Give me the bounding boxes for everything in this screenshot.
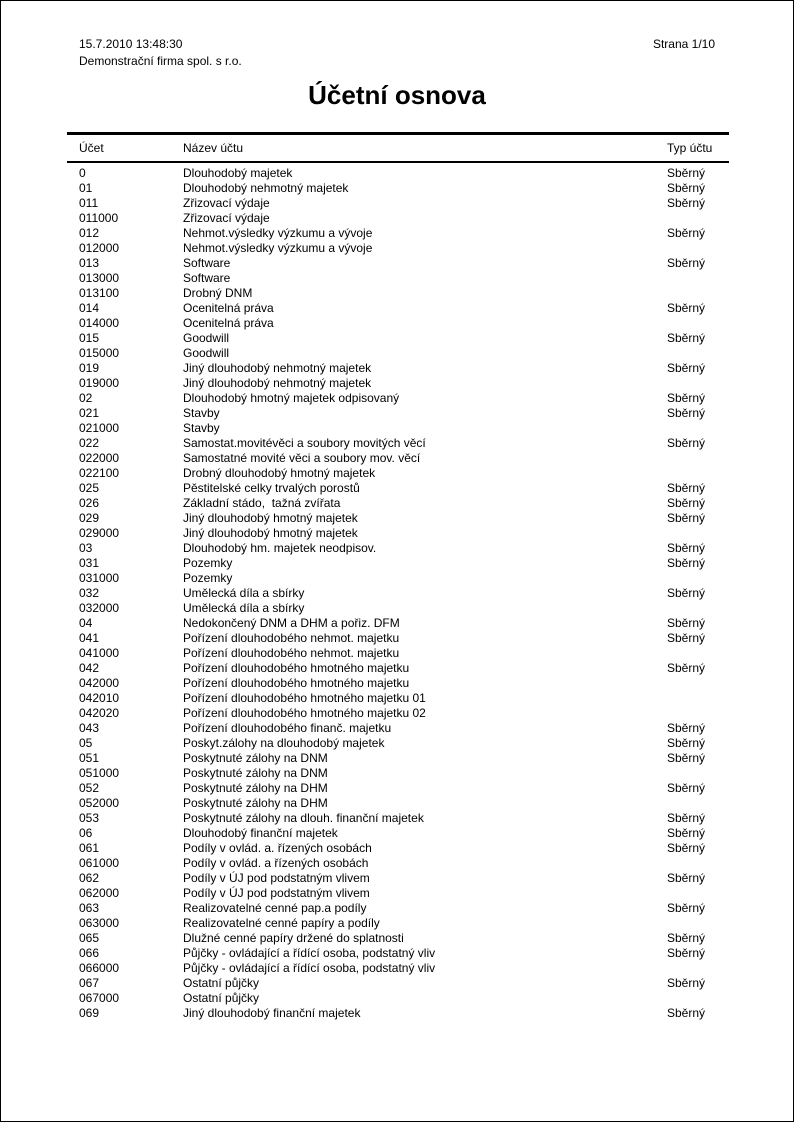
cell-type: Sběrný [667,871,706,885]
table-row [67,691,729,706]
table-row [67,586,729,601]
cell-type: Sběrný [667,511,706,525]
cell-name: Jiný dlouhodobý nehmotný majetek [183,361,372,375]
cell-account: 014 [79,301,100,315]
cell-name: Podíly v ovlád. a řízených osobách [183,856,369,870]
table-row [67,751,729,766]
cell-type [667,271,729,286]
table-row [67,631,729,646]
cell-account: 025 [79,481,100,495]
cell-type [667,856,729,871]
cell-type: Sběrný [667,301,706,315]
accounts-table [67,132,729,1021]
cell-name: Pořízení dlouhodobého hmotného majetku [183,661,410,675]
cell-account: 042000 [79,676,120,690]
cell-account: 063 [79,901,100,915]
table-row [67,1006,729,1021]
table-row [67,376,729,391]
cell-account: 012000 [79,241,120,255]
cell-name: Ocenitelná práva [183,301,274,315]
table-row [67,346,729,361]
table-row [67,826,729,841]
cell-account: 022 [79,436,100,450]
cell-account: 021000 [79,421,120,435]
table-row [67,481,729,496]
cell-name: Poskytnuté zálohy na DNM [183,751,328,765]
table-row [67,946,729,961]
cell-name: Poskytnuté zálohy na DHM [183,781,328,795]
table-row [67,871,729,886]
cell-name: Poskyt.zálohy na dlouhodobý majetek [183,736,385,750]
cell-name: Podíly v ÚJ pod podstatným vlivem [183,886,370,900]
table-row [67,736,729,751]
cell-account: 019000 [79,376,120,390]
cell-account: 043 [79,721,100,735]
table-row [67,511,729,526]
cell-name: Pěstitelské celky trvalých porostů [183,481,360,495]
cell-type [667,466,729,481]
cell-type: Sběrný [667,556,706,570]
cell-account: 061000 [79,856,120,870]
cell-type: Sběrný [667,721,706,735]
table-row [67,421,729,436]
cell-type: Sběrný [667,166,706,180]
cell-name: Pozemky [183,571,233,585]
cell-type [667,796,729,811]
table-row [67,616,729,631]
cell-name: Pořízení dlouhodobého finanč. majetku [183,721,392,735]
cell-name: Dlužné cenné papíry držené do splatnosti [183,931,404,945]
table-row [67,541,729,556]
table-row [67,571,729,586]
cell-type: Sběrný [667,616,706,630]
cell-type: Sběrný [667,946,706,960]
cell-account: 067000 [79,991,120,1005]
cell-name: Dlouhodobý majetek [183,166,293,180]
cell-name: Jiný dlouhodobý nehmotný majetek [183,376,372,390]
cell-name: Nedokončený DNM a DHM a pořiz. DFM [183,616,400,630]
cell-name: Software [183,271,231,285]
cell-type: Sběrný [667,736,706,750]
cell-type: Sběrný [667,181,706,195]
table-row [67,646,729,661]
cell-name: Pořízení dlouhodobého hmotného majetku 01 [183,691,426,705]
cell-type [667,376,729,391]
table-row [67,766,729,781]
cell-name: Stavby [183,406,220,420]
table-row [67,661,729,676]
cell-type [667,601,729,616]
table-row [67,406,729,421]
table-row [67,226,729,241]
cell-type: Sběrný [667,436,706,450]
cell-type: Sběrný [667,331,706,345]
cell-account: 026 [79,496,100,510]
cell-name: Drobný DNM [183,286,253,300]
cell-type [667,691,729,706]
table-row [67,781,729,796]
cell-account: 013 [79,256,100,270]
cell-account: 021 [79,406,100,420]
cell-type: Sběrný [667,781,706,795]
cell-account: 015 [79,331,100,345]
cell-name: Poskytnuté zálohy na DHM [183,796,328,810]
cell-account: 013000 [79,271,120,285]
cell-type: Sběrný [667,196,706,210]
cell-account: 066 [79,946,100,960]
cell-type: Sběrný [667,256,706,270]
cell-type: Sběrný [667,631,706,645]
column-header-name: Název účtu [183,141,244,155]
cell-account: 051 [79,751,100,765]
cell-type [667,316,729,331]
cell-account: 014000 [79,316,120,330]
cell-name: Pozemky [183,556,233,570]
cell-name: Dlouhodobý nehmotný majetek [183,181,349,195]
table-row [67,991,729,1006]
table-row [67,256,729,271]
cell-type: Sběrný [667,751,706,765]
table-row [67,901,729,916]
cell-account: 02 [79,391,93,405]
cell-type: Sběrný [667,586,706,600]
table-row [67,721,729,736]
cell-account: 06 [79,826,93,840]
table-row [67,886,729,901]
column-header-type: Typ účtu [667,141,713,155]
cell-account: 051000 [79,766,120,780]
cell-name: Pořízení dlouhodobého hmotného majetku [183,676,410,690]
cell-account: 015000 [79,346,120,360]
table-header-row [67,135,729,163]
cell-account: 062 [79,871,100,885]
cell-type: Sběrný [667,361,706,375]
table-row [67,361,729,376]
cell-account: 022100 [79,466,120,480]
cell-account: 01 [79,181,93,195]
cell-account: 032 [79,586,100,600]
cell-type [667,676,729,691]
table-row [67,916,729,931]
table-row [67,976,729,991]
cell-account: 032000 [79,601,120,615]
table-row [67,556,729,571]
cell-name: Základní stádo, tažná zvířata [183,496,341,510]
cell-type [667,571,729,586]
cell-type [667,961,729,976]
cell-name: Pořízení dlouhodobého nehmot. majetku [183,646,400,660]
cell-type: Sběrný [667,1006,706,1020]
cell-account: 041 [79,631,100,645]
cell-type: Sběrný [667,541,706,555]
table-row [67,526,729,541]
cell-account: 019 [79,361,100,375]
table-row [67,841,729,856]
table-row [67,286,729,301]
table-row [67,166,729,181]
cell-account: 031 [79,556,100,570]
table-row [67,211,729,226]
cell-name: Stavby [183,421,220,435]
cell-account: 041000 [79,646,120,660]
cell-name: Podíly v ÚJ pod podstatným vlivem [183,871,370,885]
cell-account: 052 [79,781,100,795]
table-row [67,271,729,286]
cell-type [667,706,729,721]
cell-name: Jiný dlouhodobý hmotný majetek [183,526,358,540]
cell-type: Sběrný [667,406,706,420]
cell-name: Ostatní půjčky [183,976,260,990]
table-row [67,796,729,811]
cell-name: Jiný dlouhodobý hmotný majetek [183,511,358,525]
cell-type [667,286,729,301]
cell-name: Software [183,256,231,270]
table-row [67,391,729,406]
table-row [67,196,729,211]
cell-name: Podíly v ovlád. a. řízených osobách [183,841,372,855]
table-row [67,811,729,826]
cell-type [667,766,729,781]
table-row [67,241,729,256]
cell-name: Goodwill [183,331,230,345]
cell-type [667,421,729,436]
cell-name: Zřizovací výdaje [183,211,270,225]
cell-account: 061 [79,841,100,855]
table-row [67,856,729,871]
table-row [67,301,729,316]
cell-account: 042 [79,661,100,675]
cell-account: 04 [79,616,93,630]
cell-name: Ostatní půjčky [183,991,260,1005]
cell-name: Ocenitelná práva [183,316,274,330]
cell-name: Nehmot.výsledky výzkumu a vývoje [183,241,373,255]
table-row [67,706,729,721]
page-number: Strana 1/10 [652,37,715,51]
cell-name: Dlouhodobý finanční majetek [183,826,338,840]
table-row [67,496,729,511]
cell-type [667,646,729,661]
table-row [67,676,729,691]
cell-account: 029 [79,511,100,525]
table-row [67,451,729,466]
cell-name: Poskytnuté zálohy na DNM [183,766,328,780]
cell-account: 022000 [79,451,120,465]
table-row [67,331,729,346]
cell-account: 05 [79,736,93,750]
cell-account: 0 [79,166,86,180]
cell-name: Umělecká díla a sbírky [183,601,305,615]
cell-name: Dlouhodobý hm. majetek neodpisov. [183,541,377,555]
cell-type: Sběrný [667,976,706,990]
table-row [67,436,729,451]
table-row [67,316,729,331]
cell-name: Realizovatelné cenné pap.a podíly [183,901,367,915]
table-row [67,466,729,481]
cell-type [667,451,729,466]
cell-name: Jiný dlouhodobý finanční majetek [183,1006,361,1020]
cell-account: 066000 [79,961,120,975]
cell-account: 031000 [79,571,120,585]
cell-type [667,916,729,931]
cell-account: 012 [79,226,100,240]
cell-account: 065 [79,931,100,945]
cell-account: 011000 [79,211,119,225]
cell-name: Dlouhodobý hmotný majetek odpisovaný [183,391,400,405]
company-name: Demonstrační firma spol. s r.o. [79,54,242,68]
cell-type: Sběrný [667,931,706,945]
cell-type: Sběrný [667,496,706,510]
cell-type [667,211,729,226]
cell-name: Goodwill [183,346,230,360]
cell-type: Sběrný [667,826,706,840]
cell-account: 069 [79,1006,100,1020]
cell-type: Sběrný [667,901,706,915]
cell-account: 011 [79,196,99,210]
cell-account: 053 [79,811,100,825]
cell-account: 052000 [79,796,120,810]
cell-type: Sběrný [667,661,706,675]
cell-type [667,526,729,541]
table-row [67,601,729,616]
cell-name: Půjčky - ovládající a řídící osoba, podstatný vliv [183,946,436,960]
cell-account: 029000 [79,526,120,540]
cell-name: Samostatné movité věci a soubory mov. věcí [183,451,421,465]
cell-account: 042020 [79,706,120,720]
cell-account: 062000 [79,886,120,900]
cell-account: 03 [79,541,93,555]
column-header-account: Účet [79,141,104,155]
cell-type: Sběrný [667,226,706,240]
cell-account: 013100 [79,286,120,300]
cell-name: Drobný dlouhodobý hmotný majetek [183,466,376,480]
page-title: Účetní osnova [308,80,486,110]
cell-type [667,241,729,256]
cell-account: 067 [79,976,100,990]
cell-name: Poskytnuté zálohy na dlouh. finanční majetek [183,811,424,825]
cell-type [667,886,729,901]
cell-name: Pořízení dlouhodobého hmotného majetku 02 [183,706,426,720]
cell-name: Půjčky - ovládající a řídící osoba, podstatný vliv [183,961,436,975]
cell-name: Zřizovací výdaje [183,196,270,210]
cell-name: Realizovatelné cenné papíry a podíly [183,916,380,930]
cell-type: Sběrný [667,841,706,855]
cell-name: Samostat.movitévěci a soubory movitých věcí [183,436,426,450]
cell-type: Sběrný [667,391,706,405]
cell-type [667,346,729,361]
cell-account: 063000 [79,916,120,930]
table-body [67,163,729,1021]
table-row [67,931,729,946]
cell-type: Sběrný [667,811,706,825]
cell-name: Nehmot.výsledky výzkumu a vývoje [183,226,373,240]
cell-type [667,991,729,1006]
table-row [67,181,729,196]
table-row [67,961,729,976]
cell-type: Sběrný [667,481,706,495]
cell-name: Umělecká díla a sbírky [183,586,305,600]
cell-name: Pořízení dlouhodobého nehmot. majetku [183,631,400,645]
report-datetime: 15.7.2010 13:48:30 [79,37,183,51]
cell-account: 042010 [79,691,120,705]
